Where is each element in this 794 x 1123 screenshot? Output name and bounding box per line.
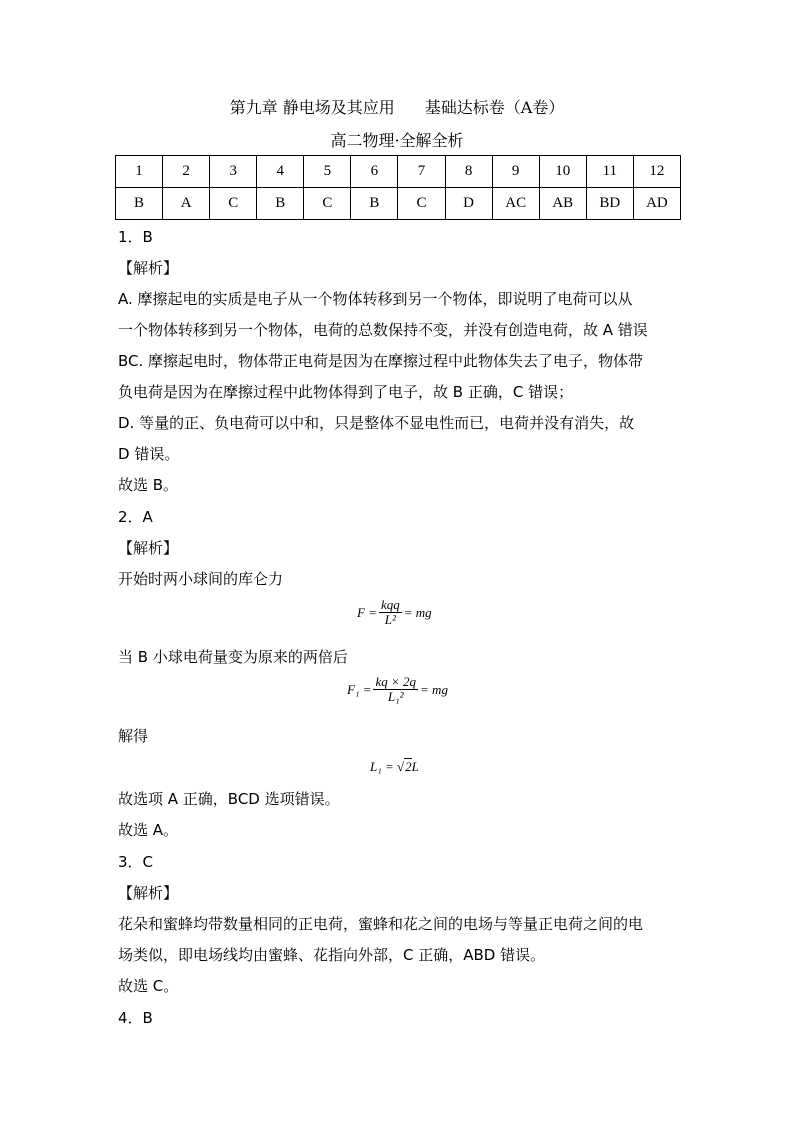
result-formula [370, 758, 419, 775]
q1-text-line: D. 等量的正、负电荷可以中和，只是整体不显电性而已，电荷并没有消失，故 [118, 414, 635, 432]
formula-rhs: L [411, 758, 419, 774]
question-number: 5 [304, 156, 351, 188]
question-number: 10 [539, 156, 586, 188]
answer-cell: B [116, 188, 163, 220]
q1-conclusion: 故选 B。 [118, 476, 179, 494]
question-number: 12 [633, 156, 680, 188]
document-subtitle: 高二物理·全解全析 [330, 131, 464, 150]
q2-text-line: 故选项 A 正确，BCD 选项错误。 [118, 790, 340, 808]
answer-cell: C [210, 188, 257, 220]
answer-table [115, 155, 681, 220]
q1-text-line: D 错误。 [118, 445, 180, 463]
question-number: 2 [163, 156, 210, 188]
question-number: 8 [445, 156, 492, 188]
question-number: 11 [586, 156, 633, 188]
formula-radicand: 2 [405, 759, 412, 774]
formula-numerator: kqq [380, 597, 400, 612]
doubled-charge-formula [347, 675, 448, 704]
q2-conclusion: 故选 A。 [118, 821, 179, 839]
answer-cell: AC [492, 188, 539, 220]
q3-heading: 3．C [118, 853, 154, 871]
question-number: 3 [210, 156, 257, 188]
formula-lhs: L₁ = √ [370, 758, 405, 774]
q2-text-line: 解得 [118, 727, 149, 745]
question-number: 7 [398, 156, 445, 188]
answer-table-number-row [116, 156, 681, 188]
question-number: 4 [257, 156, 304, 188]
answer-table-answer-row [116, 188, 681, 220]
q1-text-line: 一个物体转移到另一个物体，电荷的总数保持不变，并没有创造电荷，故 A 错误 [118, 321, 648, 339]
formula-fraction [373, 675, 418, 704]
answer-cell: D [445, 188, 492, 220]
answer-cell: B [351, 188, 398, 220]
q1-text-line: BC. 摩擦起电时，物体带正电荷是因为在摩擦过程中此物体失去了电子，物体带 [118, 352, 644, 370]
q1-analysis-label: 【解析】 [118, 259, 179, 277]
answer-cell: AB [539, 188, 586, 220]
q2-heading: 2．A [118, 508, 153, 526]
formula-denominator: L₁² [387, 689, 404, 704]
formula-rhs: = mg [420, 681, 448, 697]
q1-text-line: A. 摩擦起电的实质是电子从一个物体转移到另一个物体，即说明了电荷可以从 [118, 290, 633, 308]
question-number: 9 [492, 156, 539, 188]
answer-cell: C [304, 188, 351, 220]
q4-heading: 4．B [118, 1009, 153, 1027]
coulomb-force-formula [357, 598, 432, 627]
q3-conclusion: 故选 C。 [118, 977, 179, 995]
q2-analysis-label: 【解析】 [118, 539, 179, 557]
answer-cell: B [257, 188, 304, 220]
chapter-title: 第九章 静电场及其应用 [229, 98, 395, 117]
formula-numerator: kq × 2q [375, 674, 417, 689]
answer-cell: BD [586, 188, 633, 220]
question-number: 6 [351, 156, 398, 188]
q3-text-line: 花朵和蜜蜂均带数量相同的正电荷，蜜蜂和花之间的电场与等量正电荷之间的电 [118, 915, 644, 933]
question-number: 1 [116, 156, 163, 188]
formula-denominator: L² [384, 612, 396, 627]
answer-cell: A [163, 188, 210, 220]
answer-cell: C [398, 188, 445, 220]
q2-text-line: 开始时两小球间的库仑力 [118, 570, 284, 588]
q3-text-line: 场类似，即电场线均由蜜蜂、花指向外部，C 正确，ABD 错误。 [118, 946, 546, 964]
formula-lhs: F₁ = [347, 681, 372, 697]
answer-cell: AD [633, 188, 680, 220]
q2-text-line: 当 B 小球电荷量变为原来的两倍后 [118, 648, 348, 666]
formula-fraction [379, 598, 402, 627]
formula-rhs: = mg [403, 604, 432, 620]
q1-heading: 1．B [118, 228, 153, 246]
formula-lhs: F = [357, 604, 377, 620]
q1-text-line: 负电荷是因为在摩擦过程中此物体得到了电子，故 B 正确，C 错误； [118, 383, 574, 401]
document-title [0, 95, 794, 118]
q3-analysis-label: 【解析】 [118, 884, 179, 902]
test-title: 基础达标卷（A卷） [424, 98, 565, 117]
